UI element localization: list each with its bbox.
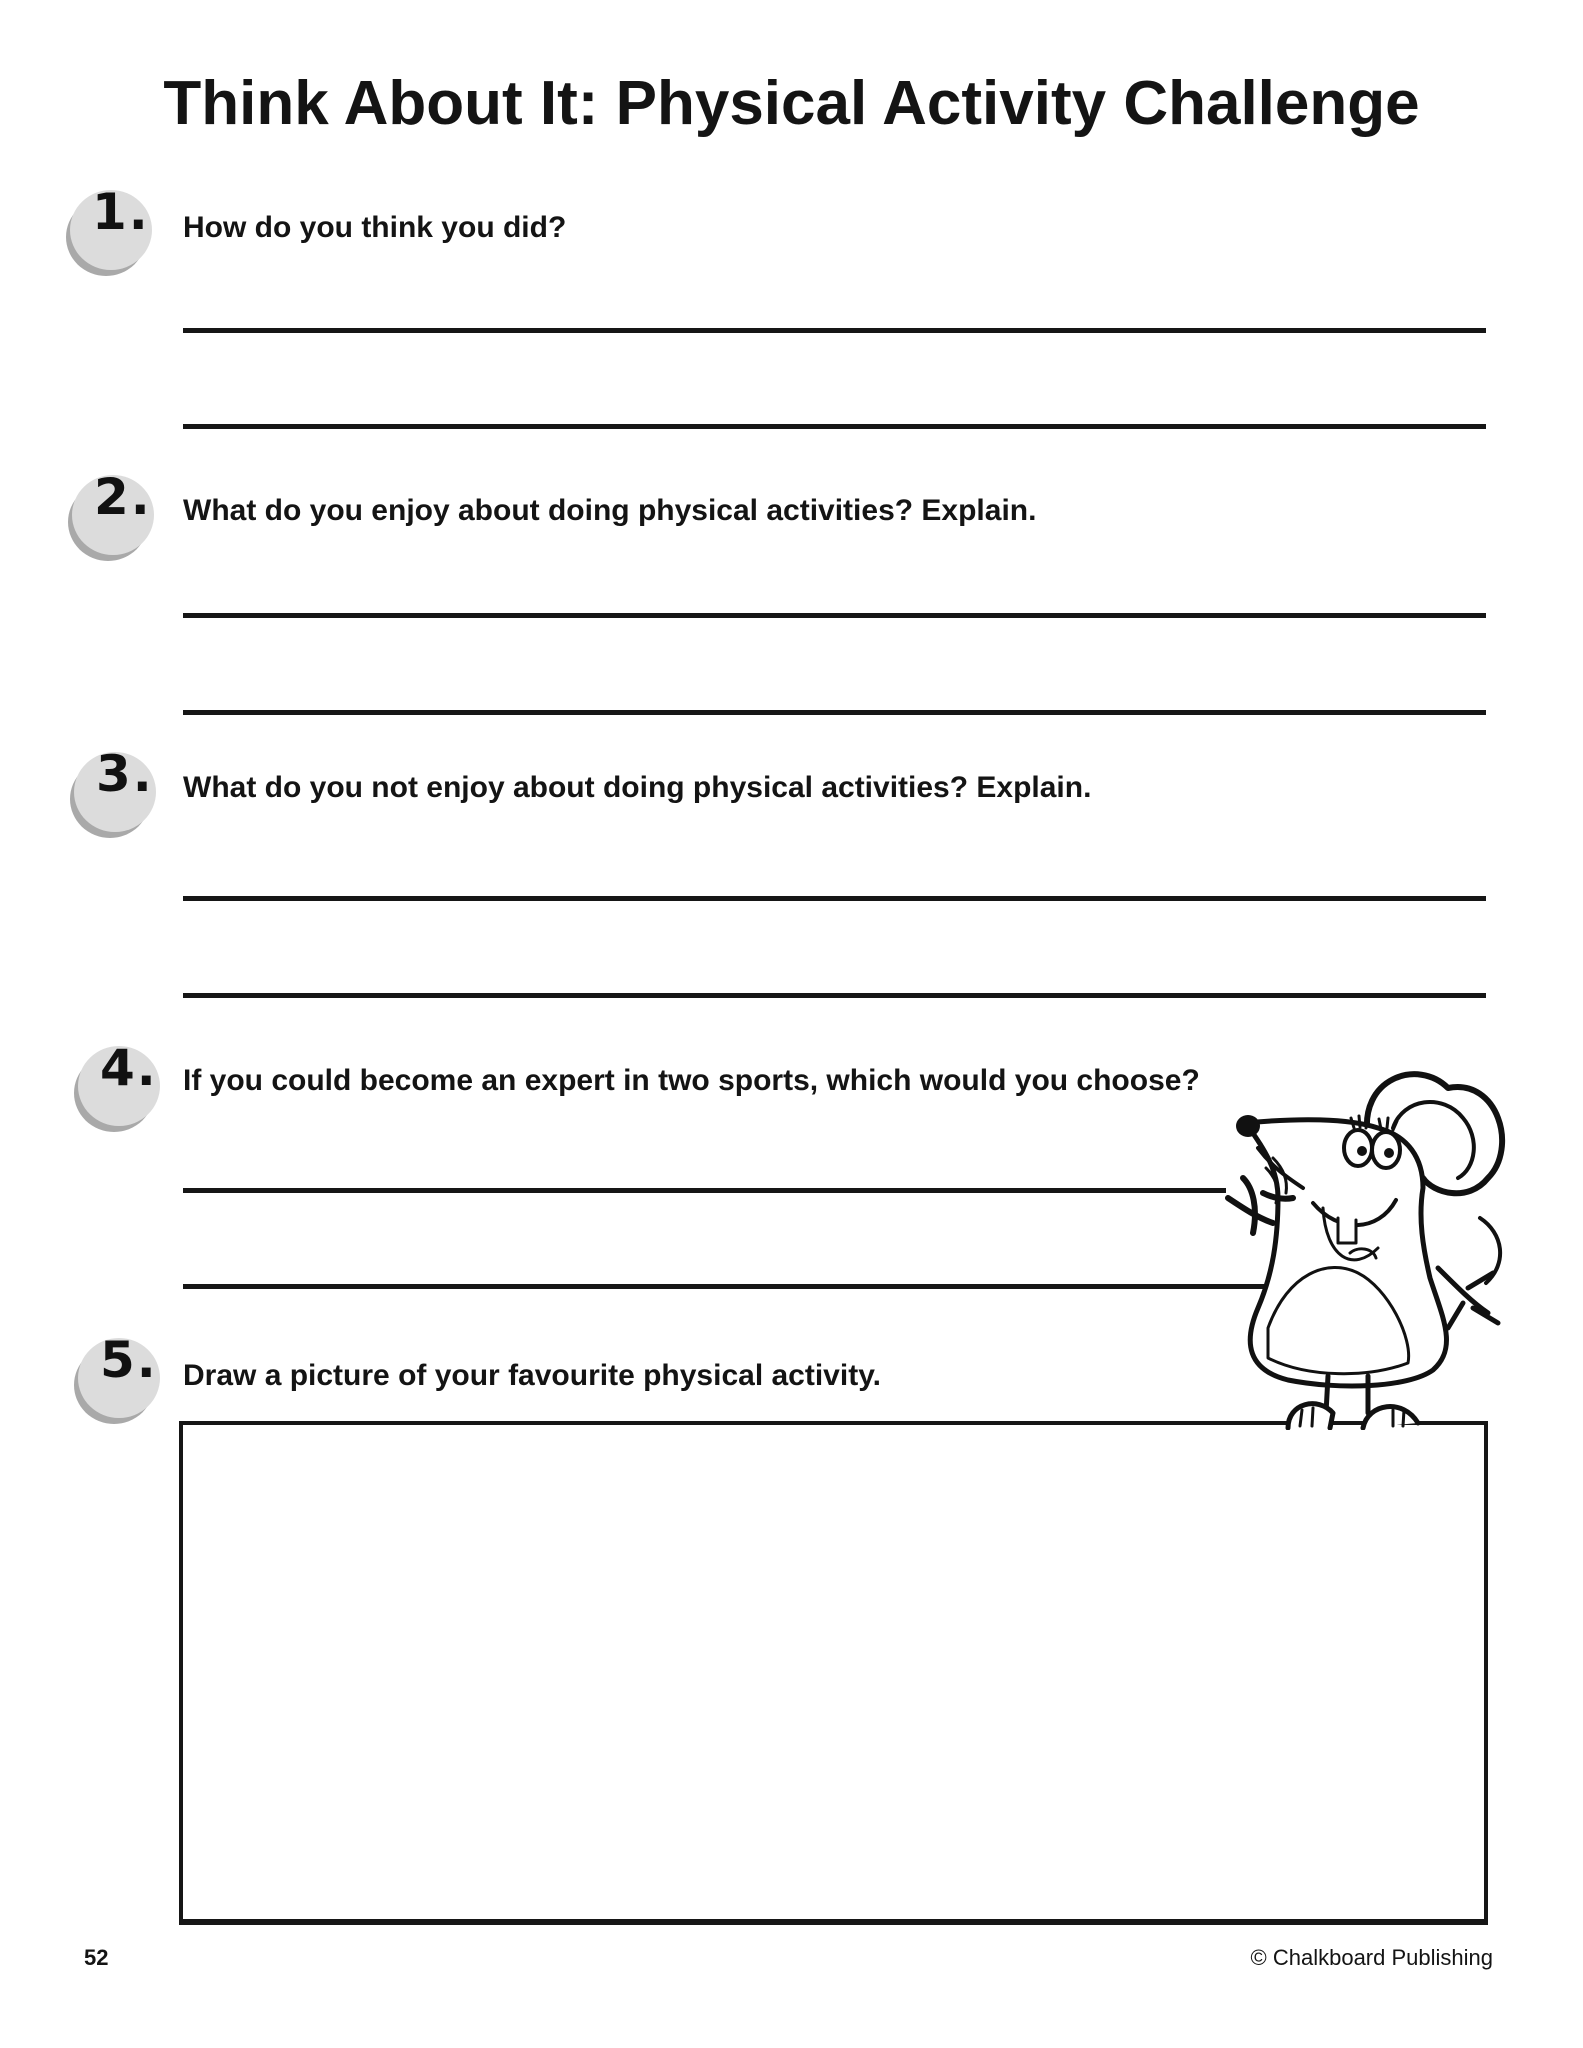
answer-line-1[interactable] (183, 328, 1486, 333)
question-number: 5. (100, 1331, 158, 1389)
question-text: If you could become an expert in two sports, which would you choose? (183, 1064, 1200, 1097)
answer-line-2[interactable] (183, 1284, 1273, 1289)
mouse-mascot-waving-icon (1218, 1058, 1508, 1430)
number-bullet-icon (66, 183, 152, 276)
answer-line-2[interactable] (183, 993, 1486, 998)
number-bullet-icon (70, 745, 156, 838)
copyright-notice: © Chalkboard Publishing (1250, 1945, 1493, 1970)
answer-line-2[interactable] (183, 424, 1486, 429)
page-title: Think About It: Physical Activity Challenge (163, 69, 1420, 138)
number-bullet-icon (68, 468, 154, 561)
question-text: What do you not enjoy about doing physical activities? Explain. (183, 771, 1092, 804)
question-text: What do you enjoy about doing physical activities? Explain. (183, 494, 1037, 527)
answer-line-1[interactable] (183, 613, 1486, 618)
question-text: How do you think you did? (183, 211, 567, 244)
question-text: Draw a picture of your favourite physical activity. (183, 1359, 881, 1392)
number-bullet-icon (74, 1331, 160, 1424)
question-number: 2. (94, 468, 152, 526)
answer-line-2[interactable] (183, 710, 1486, 715)
page-number: 52 (84, 1945, 109, 1970)
number-bullet-icon (74, 1039, 160, 1132)
question-number: 3. (96, 745, 154, 803)
answer-line-1[interactable] (183, 896, 1486, 901)
answer-line-1[interactable] (183, 1188, 1226, 1193)
drawing-box[interactable] (179, 1421, 1488, 1925)
question-number: 4. (100, 1039, 158, 1097)
question-number: 1. (92, 183, 150, 241)
